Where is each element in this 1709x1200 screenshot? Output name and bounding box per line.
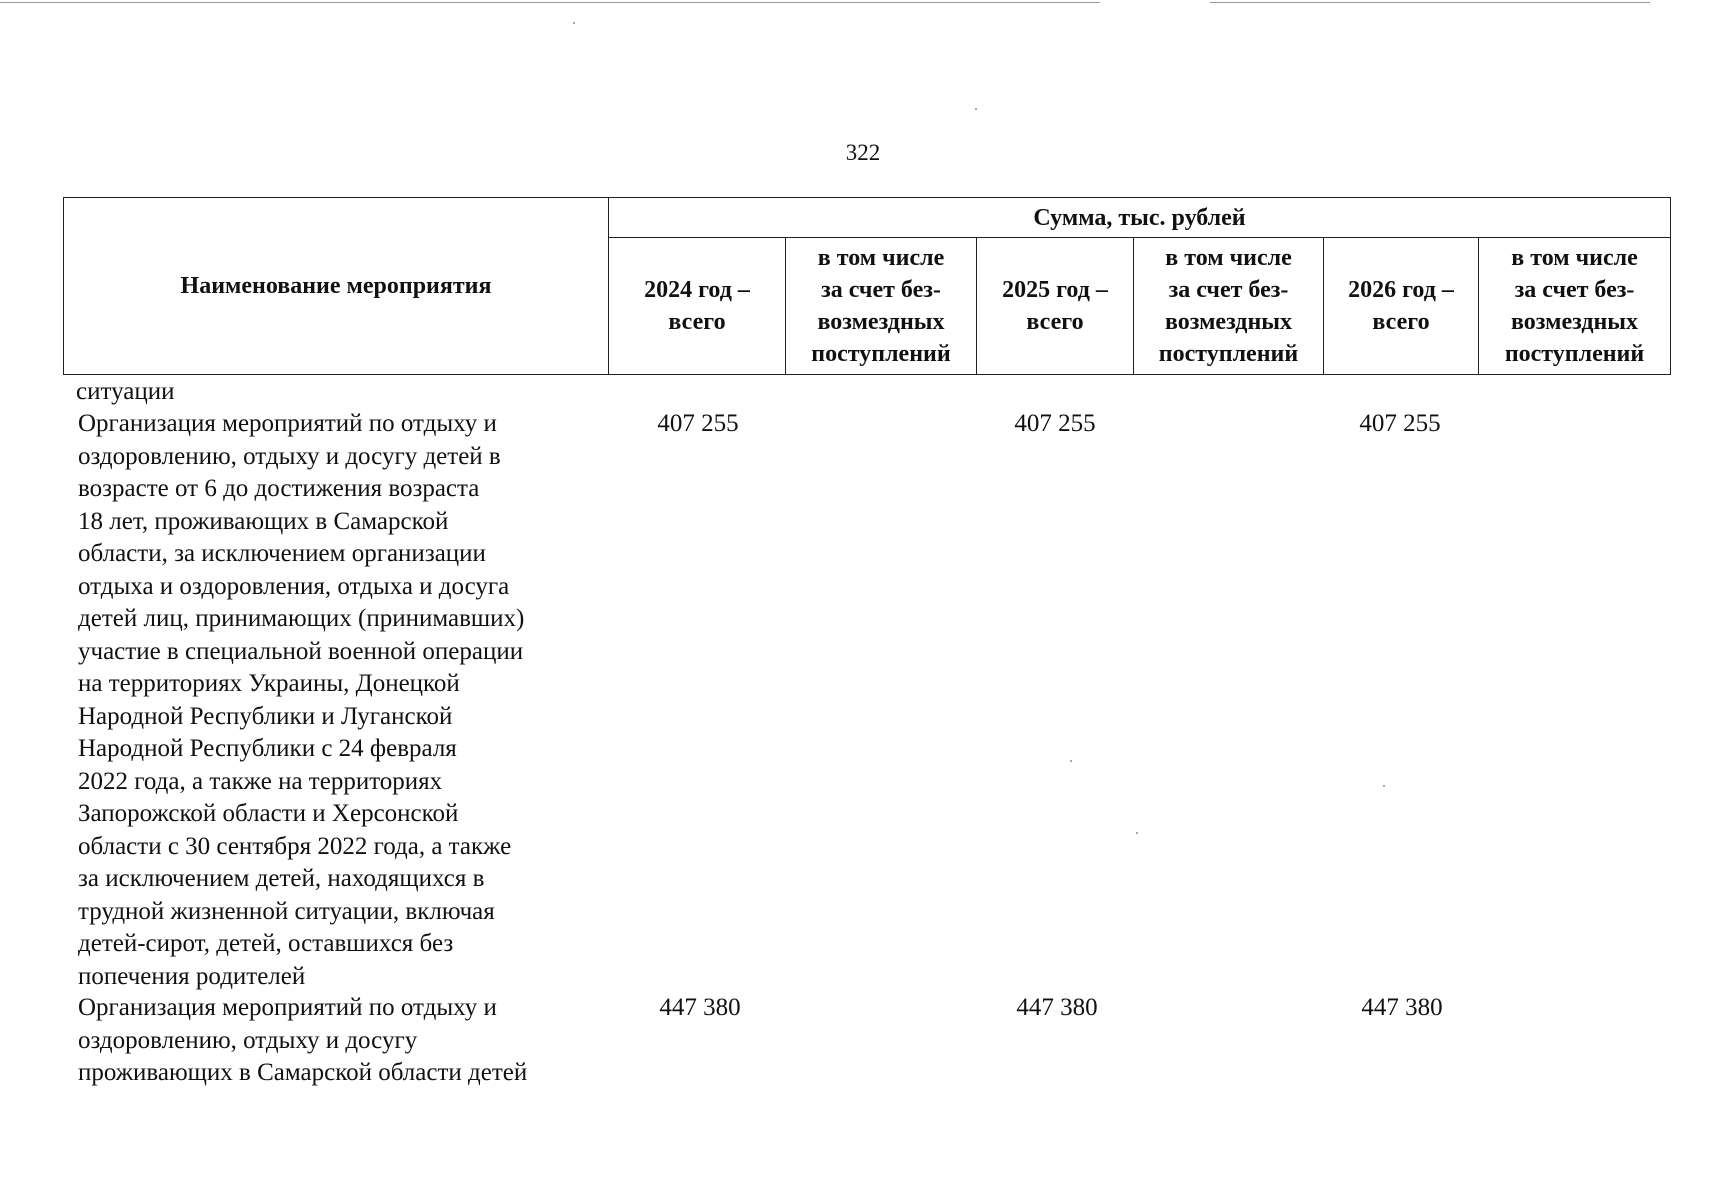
row-value-2024: 407 255 bbox=[657, 410, 739, 437]
row-name-line: Организация мероприятий по отдыху и bbox=[78, 410, 497, 437]
row-name-line: оздоровлению, отдыху и досугу bbox=[78, 1026, 418, 1054]
column-header-name: Наименование мероприятия bbox=[64, 198, 609, 375]
row-name-line: на территориях Украины, Донецкой bbox=[78, 670, 460, 697]
row-value-2025: 407 255 bbox=[1014, 410, 1096, 437]
row-name-line: Народной Республики с 24 февраля bbox=[78, 735, 457, 762]
row-value-2025: 447 380 bbox=[1016, 994, 1098, 1021]
row-name-line: детей лиц, принимающих (принимавших) bbox=[78, 605, 525, 632]
column-header-2026-total: 2026 год – всего bbox=[1324, 238, 1479, 375]
row-name-line: возрасте от 6 до достижения возраста bbox=[78, 475, 480, 502]
column-header-sum: Сумма, тыс. рублей bbox=[609, 198, 1671, 238]
table-row-continuation bbox=[76, 376, 174, 409]
row-name-line: детей-сирот, детей, оставшихся без bbox=[78, 930, 454, 957]
row-value-2026: 447 380 bbox=[1361, 994, 1443, 1021]
row-name-line: участие в специальной военной операции bbox=[78, 637, 524, 665]
table-row-name bbox=[78, 992, 527, 1090]
table-row-name bbox=[78, 408, 524, 993]
row-name-line: отдыха и оздоровления, отдыха и досуга bbox=[78, 572, 510, 600]
column-header-2025-total: 2025 год – всего bbox=[977, 238, 1134, 375]
row-name-line: попечения родителей bbox=[78, 962, 306, 990]
row-name-line: 2022 года, а также на территориях bbox=[78, 767, 443, 795]
row-name-line: проживающих в Самарской области детей bbox=[78, 1059, 528, 1086]
row-value-2024: 447 380 bbox=[659, 994, 741, 1021]
column-header-2026-gratuitous: в том числе за счет без- возмездных поступлений bbox=[1479, 238, 1671, 375]
row-name-line: за исключением детей, находящихся в bbox=[78, 865, 485, 892]
column-header-2025-gratuitous: в том числе за счет без- возмездных поступлений bbox=[1134, 238, 1324, 375]
row-name-line: ситуации bbox=[76, 378, 175, 405]
row-name-line: Организация мероприятий по отдыху и bbox=[78, 994, 497, 1021]
row-name-line: трудной жизненной ситуации, включая bbox=[78, 897, 495, 925]
column-header-2024-gratuitous: в том числе за счет без- возмездных поступлений bbox=[786, 238, 977, 375]
page-number: 322 bbox=[845, 140, 881, 165]
row-name-line: Народной Республики и Луганской bbox=[78, 702, 453, 730]
column-header-2024-total: 2024 год – всего bbox=[609, 238, 786, 375]
row-name-line: 18 лет, проживающих в Самарской bbox=[78, 507, 449, 535]
row-value-2026: 407 255 bbox=[1359, 410, 1441, 437]
row-name-line: Запорожской области и Херсонской bbox=[78, 800, 459, 827]
row-name-line: оздоровлению, отдыху и досугу детей в bbox=[78, 442, 501, 470]
row-name-line: области, за исключением организации bbox=[78, 540, 486, 567]
row-name-line: области с 30 сентября 2022 года, а также bbox=[78, 832, 512, 860]
